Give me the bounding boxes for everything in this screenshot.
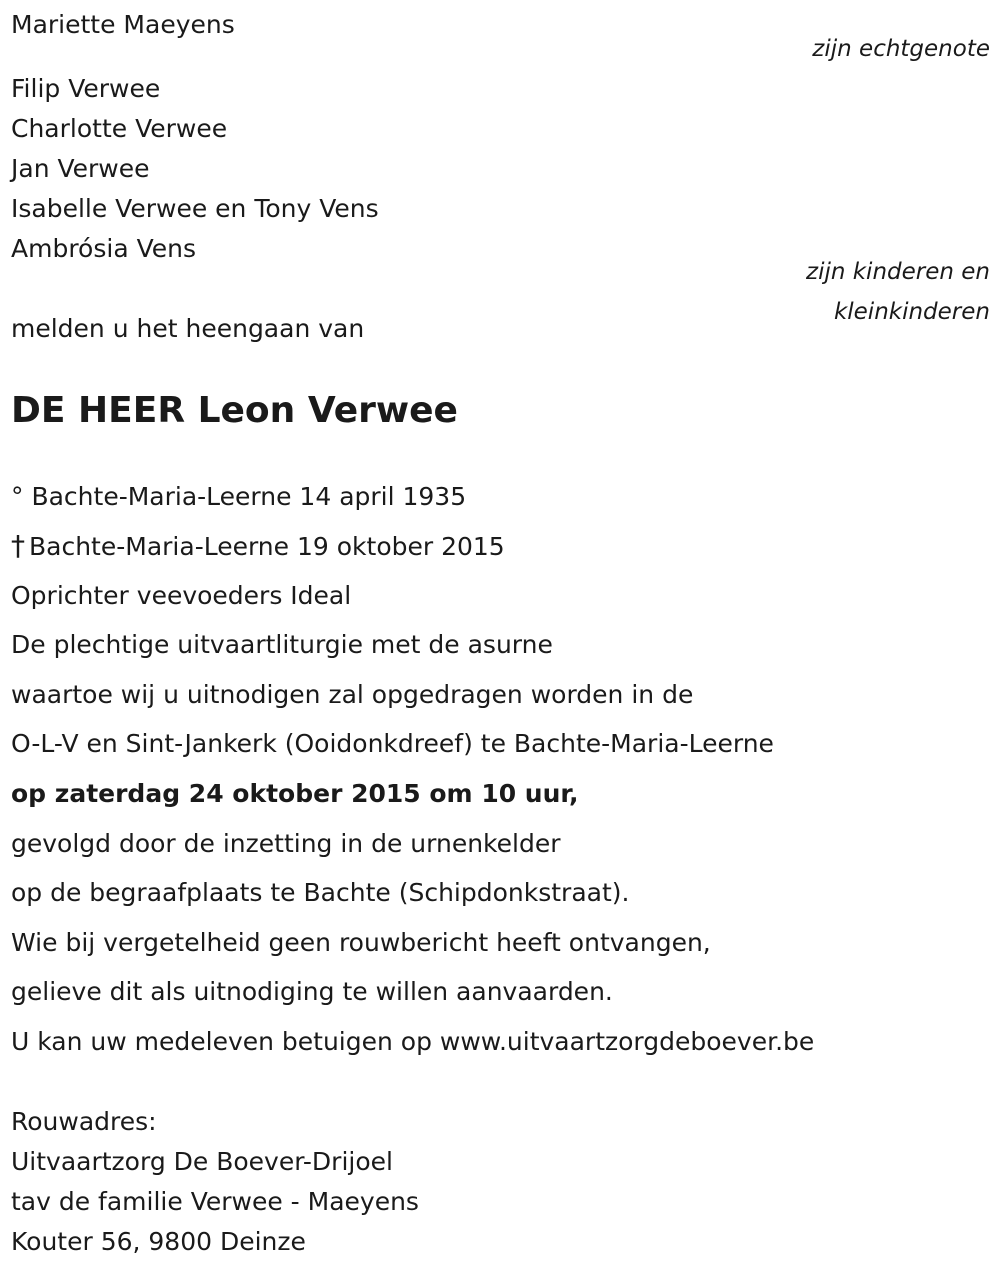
detail-line: Oprichter veevoeders Ideal: [11, 581, 352, 610]
ceremony-date: op zaterdag 24 oktober 2015 om 10 uur,: [11, 779, 579, 808]
address-line: Kouter 56, 9800 Deinze: [11, 1227, 306, 1256]
child-name: Filip Verwee: [11, 74, 161, 103]
detail-line: gevolgd door de inzetting in de urnenkelder: [11, 829, 561, 858]
address-line: tav de familie Verwee - Maeyens: [11, 1187, 419, 1216]
death-line: [11, 531, 505, 562]
address-line: Uitvaartzorg De Boever-Drijoel: [11, 1147, 393, 1176]
child-name: Jan Verwee: [11, 154, 150, 183]
spouse-role: zijn echtgenote: [812, 36, 990, 62]
death-text: Bachte-Maria-Leerne 19 oktober 2015: [29, 532, 505, 561]
announcement-text: melden u het heengaan van: [11, 314, 365, 343]
detail-line: waartoe wij u uitnodigen zal opgedragen worden in de: [11, 680, 694, 709]
cross-icon: †: [11, 529, 25, 562]
child-name: Isabelle Verwee en Tony Vens: [11, 194, 379, 223]
condolence-line: U kan uw medeleven betuigen op www.uitvaartzorgdeboever.be: [11, 1027, 815, 1056]
children-role-line1: zijn kinderen en: [806, 259, 990, 285]
deceased-name: DE HEER Leon Verwee: [11, 390, 458, 431]
detail-line: De plechtige uitvaartliturgie met de asurne: [11, 630, 553, 659]
birth-line: [11, 482, 466, 512]
child-name: Charlotte Verwee: [11, 114, 228, 143]
detail-line: op de begraafplaats te Bachte (Schipdonkstraat).: [11, 878, 630, 907]
spouse-name: Mariette Maeyens: [11, 10, 235, 39]
address-label: Rouwadres:: [11, 1107, 157, 1136]
birth-text: Bachte-Maria-Leerne 14 april 1935: [31, 482, 467, 511]
birth-mark: °: [11, 482, 24, 511]
detail-line: gelieve dit als uitnodiging te willen aanvaarden.: [11, 977, 613, 1006]
detail-line: O-L-V en Sint-Jankerk (Ooidonkdreef) te Bachte-Maria-Leerne: [11, 729, 774, 758]
children-role-line2: kleinkinderen: [833, 299, 990, 325]
detail-line: Wie bij vergetelheid geen rouwbericht heeft ontvangen,: [11, 928, 711, 957]
child-name: Ambrósia Vens: [11, 234, 196, 263]
